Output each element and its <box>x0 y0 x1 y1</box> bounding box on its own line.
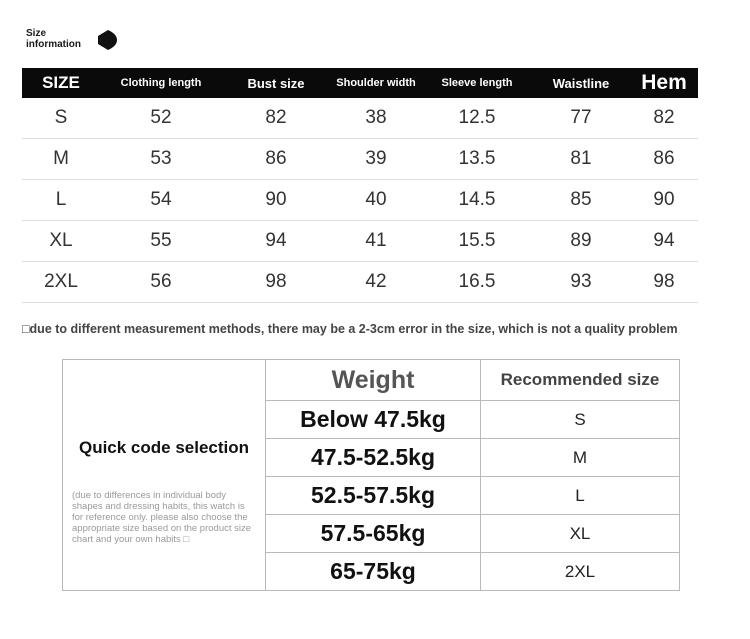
hem-value: 98 <box>630 262 698 303</box>
column-header-bust-size: Bust size <box>222 68 330 98</box>
bust-size-value: 98 <box>222 262 330 303</box>
weight-size-table <box>62 359 680 591</box>
weight-range: 52.5-57.5kg <box>266 477 481 515</box>
size-label: L <box>22 180 100 221</box>
shoulder-width-value: 41 <box>330 221 422 262</box>
bust-size-value: 94 <box>222 221 330 262</box>
recommended-size-column-header: Recommended size <box>481 360 680 401</box>
column-header-waistline: Waistline <box>532 68 630 98</box>
column-header-sleeve-length: Sleeve length <box>422 68 532 98</box>
clothing-length-value: 52 <box>100 98 222 139</box>
table-row <box>22 221 698 262</box>
table-row <box>22 262 698 303</box>
shoulder-width-value: 39 <box>330 139 422 180</box>
sleeve-length-value: 16.5 <box>422 262 532 303</box>
size-label: S <box>22 98 100 139</box>
size-label: 2XL <box>22 262 100 303</box>
column-header-size: SIZE <box>22 68 100 98</box>
shoulder-width-value: 38 <box>330 98 422 139</box>
waistline-value: 77 <box>532 98 630 139</box>
clothing-length-value: 54 <box>100 180 222 221</box>
weight-range: 47.5-52.5kg <box>266 439 481 477</box>
table-row <box>22 98 698 139</box>
clothing-length-value: 53 <box>100 139 222 180</box>
recommended-size: XL <box>481 515 680 553</box>
hem-value: 82 <box>630 98 698 139</box>
shoulder-width-value: 42 <box>330 262 422 303</box>
quick-code-note: (due to differences in individual body shapes and dressing habits, this watch is for reference only. please also choose the appropriate size based on the product size chart and your own habits □ <box>72 490 252 545</box>
sleeve-length-value: 13.5 <box>422 139 532 180</box>
weight-range: Below 47.5kg <box>266 401 481 439</box>
weight-range: 65-75kg <box>266 553 481 591</box>
hem-value: 94 <box>630 221 698 262</box>
recommended-size: L <box>481 477 680 515</box>
quick-code-title: Quick code selection <box>78 438 250 457</box>
hem-value: 86 <box>630 139 698 180</box>
size-label: M <box>22 139 100 180</box>
table-row <box>22 139 698 180</box>
column-header-clothing-length: Clothing length <box>100 68 222 98</box>
column-header-hem: Hem <box>630 68 698 98</box>
sleeve-length-value: 15.5 <box>422 221 532 262</box>
size-label: XL <box>22 221 100 262</box>
recommended-size: M <box>481 439 680 477</box>
weight-table-header-row <box>63 360 680 401</box>
size-chart-header-row <box>22 68 698 98</box>
bust-size-value: 82 <box>222 98 330 139</box>
recommended-size: 2XL <box>481 553 680 591</box>
measurement-error-note: □due to different measurement methods, there may be a 2-3cm error in the size, which is not a quality problem <box>22 322 678 336</box>
waistline-value: 85 <box>532 180 630 221</box>
clothing-length-value: 56 <box>100 262 222 303</box>
sleeve-length-value: 12.5 <box>422 98 532 139</box>
size-information-title: Size information <box>26 28 81 50</box>
bust-size-value: 86 <box>222 139 330 180</box>
pencil-tip-icon <box>95 28 119 52</box>
shoulder-width-value: 40 <box>330 180 422 221</box>
bust-size-value: 90 <box>222 180 330 221</box>
waistline-value: 89 <box>532 221 630 262</box>
waistline-value: 93 <box>532 262 630 303</box>
quick-code-cell <box>63 360 266 591</box>
recommended-size: S <box>481 401 680 439</box>
sleeve-length-value: 14.5 <box>422 180 532 221</box>
waistline-value: 81 <box>532 139 630 180</box>
clothing-length-value: 55 <box>100 221 222 262</box>
weight-column-header: Weight <box>266 360 481 401</box>
size-chart-table <box>22 68 698 303</box>
table-row <box>22 180 698 221</box>
hem-value: 90 <box>630 180 698 221</box>
column-header-shoulder-width: Shoulder width <box>330 68 422 98</box>
weight-range: 57.5-65kg <box>266 515 481 553</box>
